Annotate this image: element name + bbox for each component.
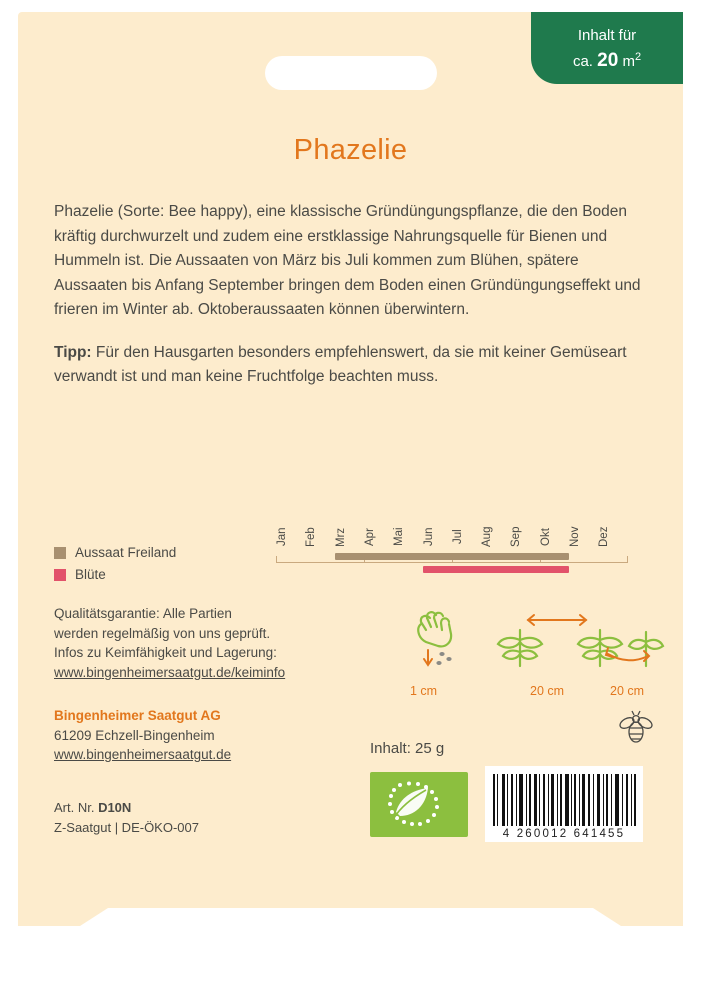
pictogram-graphics — [408, 606, 668, 684]
legend-item-bloom — [54, 564, 176, 586]
calendar-month: Mrz — [334, 527, 347, 547]
article-label: Art. Nr. — [54, 800, 99, 815]
calendar-month: Nov — [569, 526, 581, 548]
plant-spacing-label: 20 cm — [610, 684, 645, 698]
seed-packet — [18, 12, 683, 988]
calendar-month: Jul — [451, 529, 464, 545]
calendar-month: Jun — [422, 527, 435, 547]
eu-organic-logo — [370, 772, 468, 837]
content-weight: Inhalt: 25 g — [370, 740, 445, 757]
company-block — [54, 706, 231, 765]
calendar-month: Okt — [539, 528, 552, 546]
certification-text: Z-Saatgut | DE-ÖKO-007 — [54, 820, 199, 835]
growing-pictograms — [408, 606, 668, 702]
article-number: D10N — [98, 800, 132, 815]
flag-line-1: Inhalt für — [577, 27, 637, 44]
row-spacing-label: 20 cm — [530, 684, 565, 698]
flag-prefix: ca. — [572, 53, 598, 70]
legend-label: Blüte — [75, 567, 106, 582]
calendar-month: Sep — [510, 526, 523, 548]
calendar-month-labels — [276, 512, 628, 558]
quality-guarantee-block — [54, 604, 354, 682]
eu-leaf-icon — [370, 772, 468, 837]
article-number-row — [54, 798, 199, 818]
sowing-calendar — [276, 512, 628, 592]
calendar-month: Mai — [393, 527, 406, 547]
calendar-month: Dez — [598, 526, 611, 548]
legend-swatch-icon — [54, 569, 66, 581]
calendar-tick — [627, 556, 628, 563]
calendar-month: Feb — [305, 527, 318, 547]
hang-hole-notch — [265, 56, 437, 90]
article-block — [54, 798, 199, 838]
flag-unit-exponent: 2 — [634, 51, 642, 63]
legend-swatch-icon — [54, 547, 66, 559]
company-website-link[interactable]: www.bingenheimersaatgut.de — [54, 747, 232, 762]
bee-graphic — [616, 710, 656, 746]
tip-text: Für den Hausgarten besonders empfehlenswert, da sie mit keiner Gemüseart verwandt ist und man keine Fruchtfolge beachten muss. — [54, 343, 627, 385]
calendar-month: Jan — [276, 527, 288, 547]
company-address: 61209 Echzell-Bingenheim — [54, 727, 215, 743]
quality-line-1: Qualitätsgarantie: Alle Partien — [54, 606, 232, 621]
page-title: Phazelie — [293, 134, 408, 166]
barcode-digits: 4 260012 641455 — [502, 828, 626, 840]
legend-label: Aussaat Freiland — [75, 545, 177, 560]
quality-line-2: werden regelmäßig von uns geprüft. — [54, 625, 271, 641]
legend-item-sowing — [54, 542, 176, 564]
calendar-tick — [276, 556, 277, 563]
calendar-month: Apr — [363, 528, 376, 546]
sow-depth-label: 1 cm — [410, 684, 438, 698]
calendar-bar-sowing — [335, 553, 569, 560]
calendar-month: Aug — [481, 526, 494, 548]
flag-amount: 20 — [597, 50, 619, 71]
keiminfo-link[interactable]: www.bingenheimersaatgut.de/keiminfo — [54, 664, 286, 680]
calendar-legend — [54, 542, 176, 586]
calendar-bar-bloom — [423, 566, 570, 573]
tip-label: Tipp: — [54, 343, 92, 361]
company-name: Bingenheimer Saatgut AG — [54, 708, 221, 723]
flag-unit: m — [622, 53, 635, 70]
bottom-cutout — [18, 908, 683, 988]
description-block — [54, 200, 646, 408]
bee-icon — [616, 710, 656, 746]
content-area-flag — [531, 12, 683, 84]
flag-line-2 — [531, 46, 683, 73]
tip-paragraph — [54, 341, 646, 390]
description-paragraph: Phazelie (Sorte: Bee happy), eine klassische Gründüngungspflanze, die den Boden kräftig durchwurzelt und zudem eine erstklassige Nahrungsquelle für Bienen und Hummeln ist. Die Aussaaten von März bis Juli kommen zum Blühen, spätere Aussaaten bis Anfang September bringen dem Boden einen Gründüngungseffekt und frieren im Winter ab. Oktoberaussaaten können überwintern. — [54, 203, 641, 318]
quality-line-3: Infos zu Keimfähigkeit und Lagerung: — [54, 645, 277, 660]
